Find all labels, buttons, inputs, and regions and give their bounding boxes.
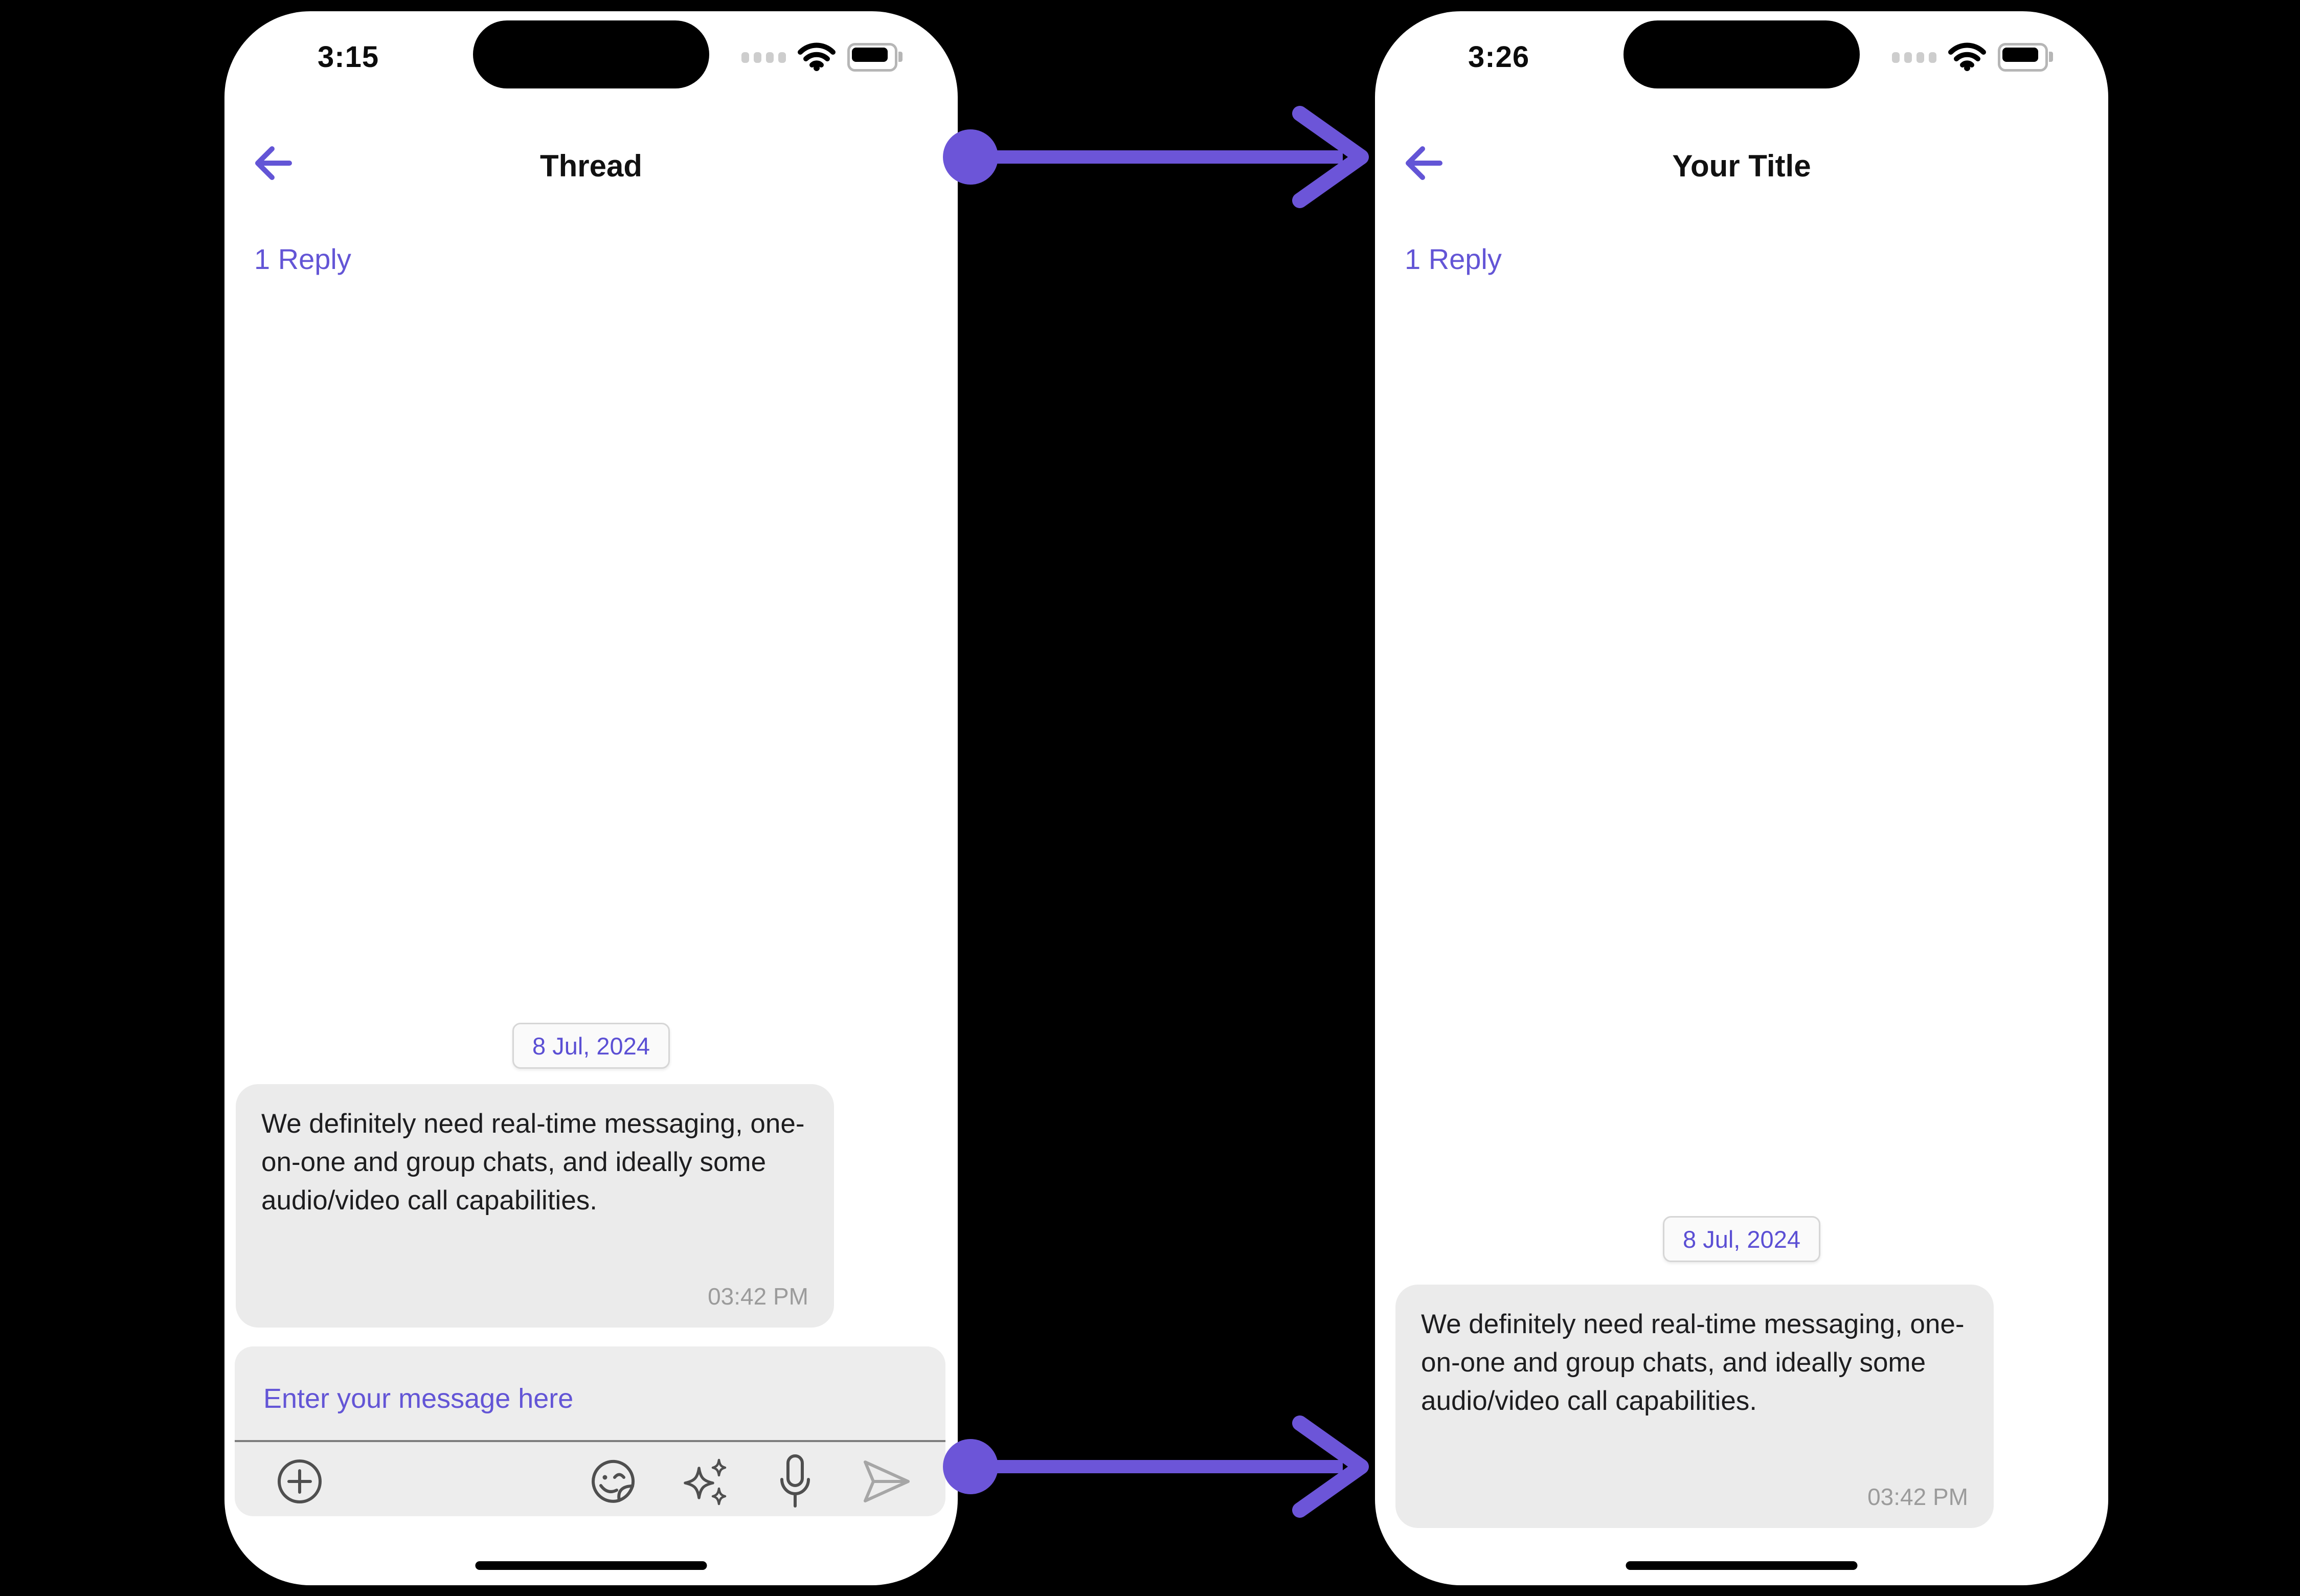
date-chip: 8 Jul, 2024: [1663, 1216, 1820, 1262]
plus-circle-icon: [276, 1457, 324, 1505]
dynamic-island: [473, 20, 709, 88]
status-time: 3:15: [318, 40, 379, 74]
microphone-icon: [779, 1453, 811, 1510]
message-timestamp: 03:42 PM: [1867, 1483, 1968, 1510]
message-composer: [235, 1346, 945, 1516]
message-input[interactable]: [262, 1376, 827, 1421]
sparkles-icon: [680, 1456, 731, 1507]
wifi-icon: [797, 41, 836, 74]
composer-divider: [235, 1440, 945, 1442]
attach-button[interactable]: [274, 1455, 325, 1508]
battery-icon: [1998, 43, 2048, 72]
sticker-smiley-icon: [588, 1456, 638, 1507]
status-time: 3:26: [1468, 40, 1530, 74]
reply-count-link[interactable]: 1 Reply: [254, 243, 351, 275]
status-icons: [741, 43, 897, 72]
send-paper-plane-icon: [861, 1458, 912, 1505]
home-indicator[interactable]: [1626, 1561, 1858, 1570]
phone-right-customized-screen: [1375, 11, 2108, 1585]
message-bubble: [236, 1084, 834, 1328]
date-chip: 8 Jul, 2024: [512, 1023, 670, 1069]
battery-icon: [847, 43, 897, 72]
phone-left-thread-screen: [224, 11, 958, 1585]
wifi-icon: [1948, 41, 1987, 74]
ai-suggest-button[interactable]: [680, 1455, 731, 1508]
send-button[interactable]: [861, 1455, 912, 1508]
page-title: Your Title: [1672, 149, 1811, 183]
reply-count-link[interactable]: 1 Reply: [1405, 243, 1502, 275]
page-title: Thread: [539, 149, 643, 183]
cellular-dots-icon: [741, 52, 786, 63]
flow-arrow-top: [939, 93, 1379, 221]
home-indicator[interactable]: [476, 1561, 707, 1570]
flow-arrow-bottom: [939, 1403, 1379, 1531]
message-timestamp: 03:42 PM: [708, 1283, 808, 1310]
message-bubble: [1395, 1285, 1994, 1528]
voice-message-button[interactable]: [770, 1455, 821, 1508]
dynamic-island: [1623, 20, 1860, 88]
message-text: We definitely need real-time messaging, one-on-one and group chats, and ideally some audio/video call capabilities.: [261, 1109, 805, 1216]
status-icons: [1892, 43, 2048, 72]
message-text: We definitely need real-time messaging, one-on-one and group chats, and ideally some audio/video call capabilities.: [1421, 1309, 1965, 1416]
sticker-button[interactable]: [588, 1455, 639, 1508]
cellular-dots-icon: [1892, 52, 1936, 63]
